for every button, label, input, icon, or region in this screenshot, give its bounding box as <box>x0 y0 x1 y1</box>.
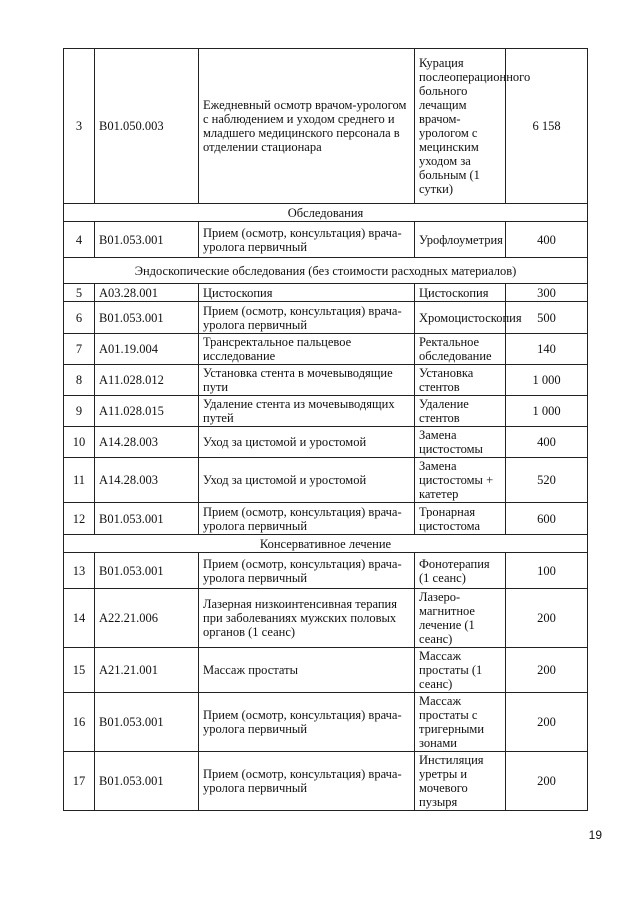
service-description: Массаж простаты (1 сеанс) <box>415 648 506 693</box>
row-number: 9 <box>64 396 95 427</box>
service-price: 600 <box>506 503 588 535</box>
row-number: 13 <box>64 553 95 589</box>
service-description: Удаление стентов <box>415 396 506 427</box>
service-name: Ежедневный осмотр врачом-урологом с наблюдением и уходом среднего и младшего медицинского персонала в отделении стационара <box>199 49 415 204</box>
table-row <box>64 503 588 535</box>
service-price: 500 <box>506 302 588 334</box>
service-description: Замена цистостомы + катетер <box>415 458 506 503</box>
service-code: B01.053.001 <box>95 553 199 589</box>
service-code: B01.053.001 <box>95 222 199 258</box>
service-code: B01.053.001 <box>95 693 199 752</box>
row-number: 8 <box>64 365 95 396</box>
service-price: 6 158 <box>506 49 588 204</box>
service-name: Прием (осмотр, консультация) врача-уролога первичный <box>199 553 415 589</box>
service-description: Курация послеоперационного больного лечащим врачом-урологом с мецинским уходом за больным (1 сутки) <box>415 49 506 204</box>
service-price: 1 000 <box>506 365 588 396</box>
service-name: Прием (осмотр, консультация) врача-уролога первичный <box>199 752 415 811</box>
service-price: 200 <box>506 648 588 693</box>
table-row <box>64 648 588 693</box>
service-price: 200 <box>506 589 588 648</box>
service-name: Прием (осмотр, консультация) врача-уролога первичный <box>199 503 415 535</box>
row-number: 7 <box>64 334 95 365</box>
service-price: 520 <box>506 458 588 503</box>
service-name: Прием (осмотр, консультация) врача-уролога первичный <box>199 302 415 334</box>
price-table-body <box>64 49 588 811</box>
table-row <box>64 284 588 302</box>
table-row <box>64 427 588 458</box>
service-description: Хромоцистоскопия <box>415 302 506 334</box>
section-title: Консервативное лечение <box>64 535 588 553</box>
service-price: 400 <box>506 427 588 458</box>
price-table <box>63 48 588 811</box>
service-price: 300 <box>506 284 588 302</box>
service-code: A21.21.001 <box>95 648 199 693</box>
service-name: Уход за цистомой и уростомой <box>199 458 415 503</box>
row-number: 4 <box>64 222 95 258</box>
section-title: Эндоскопические обследования (без стоимости расходных материалов) <box>64 258 588 284</box>
service-description: Тронарная цистостома <box>415 503 506 535</box>
row-number: 6 <box>64 302 95 334</box>
service-name: Массаж простаты <box>199 648 415 693</box>
row-number: 16 <box>64 693 95 752</box>
service-code: A11.028.012 <box>95 365 199 396</box>
service-price: 100 <box>506 553 588 589</box>
table-row <box>64 396 588 427</box>
page-number: 19 <box>588 828 602 842</box>
service-description: Урофлоуметрия <box>415 222 506 258</box>
service-name: Прием (осмотр, консультация) врача-уролога первичный <box>199 222 415 258</box>
table-row <box>64 553 588 589</box>
service-description: Замена цистостомы <box>415 427 506 458</box>
service-code: A03.28.001 <box>95 284 199 302</box>
row-number: 17 <box>64 752 95 811</box>
service-code: A14.28.003 <box>95 458 199 503</box>
table-row <box>64 222 588 258</box>
row-number: 5 <box>64 284 95 302</box>
service-code: B01.053.001 <box>95 302 199 334</box>
service-description: Ректальное обследование <box>415 334 506 365</box>
service-code: B01.050.003 <box>95 49 199 204</box>
service-name: Трансректальное пальцевое исследование <box>199 334 415 365</box>
section-row <box>64 258 588 284</box>
service-name: Прием (осмотр, консультация) врача-уролога первичный <box>199 693 415 752</box>
service-price: 200 <box>506 693 588 752</box>
service-code: B01.053.001 <box>95 503 199 535</box>
service-description: Массаж простаты с тригерными зонами <box>415 693 506 752</box>
service-description: Инстиляция уретры и мочевого пузыря <box>415 752 506 811</box>
row-number: 11 <box>64 458 95 503</box>
section-row <box>64 204 588 222</box>
table-row <box>64 365 588 396</box>
table-row <box>64 693 588 752</box>
row-number: 15 <box>64 648 95 693</box>
service-price: 1 000 <box>506 396 588 427</box>
service-code: B01.053.001 <box>95 752 199 811</box>
service-description: Цистоскопия <box>415 284 506 302</box>
service-name: Установка стента в мочевыводящие пути <box>199 365 415 396</box>
table-row <box>64 752 588 811</box>
row-number: 10 <box>64 427 95 458</box>
table-row <box>64 49 588 204</box>
service-code: A01.19.004 <box>95 334 199 365</box>
service-description: Установка стентов <box>415 365 506 396</box>
table-row <box>64 302 588 334</box>
section-title: Обследования <box>64 204 588 222</box>
table-row <box>64 334 588 365</box>
section-row <box>64 535 588 553</box>
row-number: 14 <box>64 589 95 648</box>
service-name: Цистоскопия <box>199 284 415 302</box>
service-code: A14.28.003 <box>95 427 199 458</box>
service-price: 400 <box>506 222 588 258</box>
service-description: Фонотерапия (1 сеанс) <box>415 553 506 589</box>
table-row <box>64 458 588 503</box>
service-price: 200 <box>506 752 588 811</box>
service-description: Лазеро-магнитное лечение (1 сеанс) <box>415 589 506 648</box>
service-code: A22.21.006 <box>95 589 199 648</box>
service-name: Уход за цистомой и уростомой <box>199 427 415 458</box>
row-number: 12 <box>64 503 95 535</box>
service-code: A11.028.015 <box>95 396 199 427</box>
table-row <box>64 589 588 648</box>
row-number: 3 <box>64 49 95 204</box>
service-name: Удаление стента из мочевыводящих путей <box>199 396 415 427</box>
service-name: Лазерная низкоинтенсивная терапия при заболеваниях мужских половых органов (1 сеанс) <box>199 589 415 648</box>
service-price: 140 <box>506 334 588 365</box>
